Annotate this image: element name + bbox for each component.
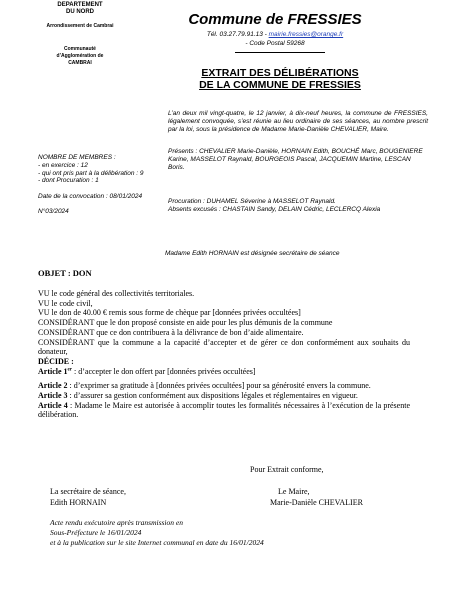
title-line-2: DE LA COMMUNE DE FRESSIES (199, 79, 361, 91)
acte-line-1: Acte rendu exécutoire après transmission en (50, 518, 183, 527)
department-line-2: DU NORD (66, 9, 94, 15)
article-1-sup: er (67, 366, 72, 372)
acte-line-3: et à la publication sur le site Internet communal en date du 16/01/2024 (50, 538, 264, 547)
communaute-line-2: d’Agglomération de (56, 53, 104, 59)
communaute-line-1: Communauté (64, 46, 96, 52)
acte-executoire (50, 518, 380, 548)
article-4 (38, 401, 410, 420)
presents-list: Présents : CHEVALIER Marie-Danièle, HORNAIN Edith, BOUCHÉ Marc, BOUGENIERE Karine, MASSELOT Raynald, BOURGEOIS Pascal, JACQUEMIN Martine, LESCAN Boris. (168, 148, 423, 172)
article-4-text: : Madame le Maire est autorisée à accomplir toutes les formalités nécessaires à l’exécution de la présente délibération. (38, 400, 410, 420)
members-heading: NOMBRE DE MEMBRES : (38, 154, 116, 161)
objet-heading: OBJET : DON (38, 268, 92, 278)
secretary-note: Madame Edith HORNAIN est désignée secrétaire de séance (165, 250, 340, 257)
deliberation-body (38, 289, 410, 420)
communaute-line-3: CAMBRAI (68, 60, 92, 66)
mayor-signature-block (270, 486, 430, 508)
considerant-1: CONSIDÉRANT que le don proposé consiste en aide pour les plus démunis de la commune (38, 318, 333, 328)
absents-line: Absents excusés : CHASTAIN Sandy, DELAIN Cédric, LECLERCQ Alexia (168, 206, 381, 214)
communaute-label (25, 46, 135, 67)
deliberation-number: N°03/2024 (38, 208, 69, 215)
acte-line-2: Sous-Préfecture le 16/01/2024 (50, 528, 142, 537)
article-3 (38, 391, 410, 401)
secretary-signature-block (50, 486, 200, 508)
article-2 (38, 381, 410, 391)
members-count (38, 154, 173, 185)
members-participants: - qui ont pris part à la délibération : 9 (38, 169, 144, 177)
vu-code-civil: VU le code civil, (38, 298, 93, 308)
title-line-1: EXTRAIT DES DÉLIBÉRATIONS (201, 67, 359, 79)
members-en-exercice: - en exercice : 12 (38, 161, 88, 169)
article-1-text: : d’accepter le don offert par [données privées occultées] (72, 366, 256, 376)
procuration-block (168, 198, 428, 214)
article-3-text: : d’assurer sa gestion conformément aux dispositions légales et réglementaires en vigueur. (67, 391, 358, 401)
vu-don: VU le don de 40.00 € remis sous forme de chèque par [données privées occultées] (38, 308, 301, 318)
postal-code: - Code Postal 59268 (245, 40, 305, 47)
secretary-role: La secrétaire de séance, (50, 487, 126, 496)
article-1-label: Article 1 (38, 366, 68, 376)
article-1 (38, 367, 410, 377)
decide-heading: DÉCIDE : (38, 356, 74, 366)
secretary-name: Edith HORNAIN (50, 498, 107, 507)
article-4-label: Article 4 (38, 400, 68, 410)
convocation-date: Date de la convocation : 08/01/2024 (38, 193, 143, 200)
vu-cgct: VU le code général des collectivités territoriales. (38, 289, 195, 298)
arrondissement-label: Arrondissement de Cambrai (46, 23, 114, 29)
article-3-label: Article 3 (38, 391, 68, 401)
department-heading (25, 2, 135, 16)
email-link[interactable]: mairie.fressies@orange.fr (268, 31, 344, 38)
mayor-role: Le Maire, (278, 487, 310, 496)
header-divider (235, 52, 325, 53)
document-title (160, 67, 400, 91)
members-procuration: - dont Procuration : 1 (38, 177, 99, 185)
mayor-name: Marie-Danièle CHEVALIER (270, 498, 363, 507)
considerant-3: CONSIDÉRANT que la commune a la capacité d’accepter et de gérer ce don conformément aux souhaits du donateur, (38, 337, 410, 357)
article-2-label: Article 2 (38, 381, 68, 391)
article-2-text: : d’exprimer sa gratitude à [données privées occultées] pour sa générosité envers la commune. (67, 381, 371, 391)
commune-title: Commune de FRESSIES (188, 11, 362, 28)
department-line-1: DEPARTEMENT (57, 2, 103, 8)
considerant-2: CONSIDÉRANT que ce don contribuera à la délivrance de bon d’aide alimentaire. (38, 327, 304, 337)
telephone: Tél. 03.27.79.91.13 - (206, 31, 269, 38)
session-intro: L’an deux mil vingt-quatre, le 12 janvier, à dix-neuf heures, la commune de FRESSIES, légalement convoquée, s’est réunie au lieu ordinaire de ses séances, au nombre prescrit par la loi, sous la présidence de Madame Marie-Danièle CHEVALIER, Maire. (168, 110, 428, 134)
procuration-line: Procuration : DUHAMEL Séverine à MASSELOT Raynald. (168, 198, 336, 205)
pour-extrait-conforme: Pour Extrait conforme, (250, 465, 324, 474)
contact-line (170, 31, 380, 38)
